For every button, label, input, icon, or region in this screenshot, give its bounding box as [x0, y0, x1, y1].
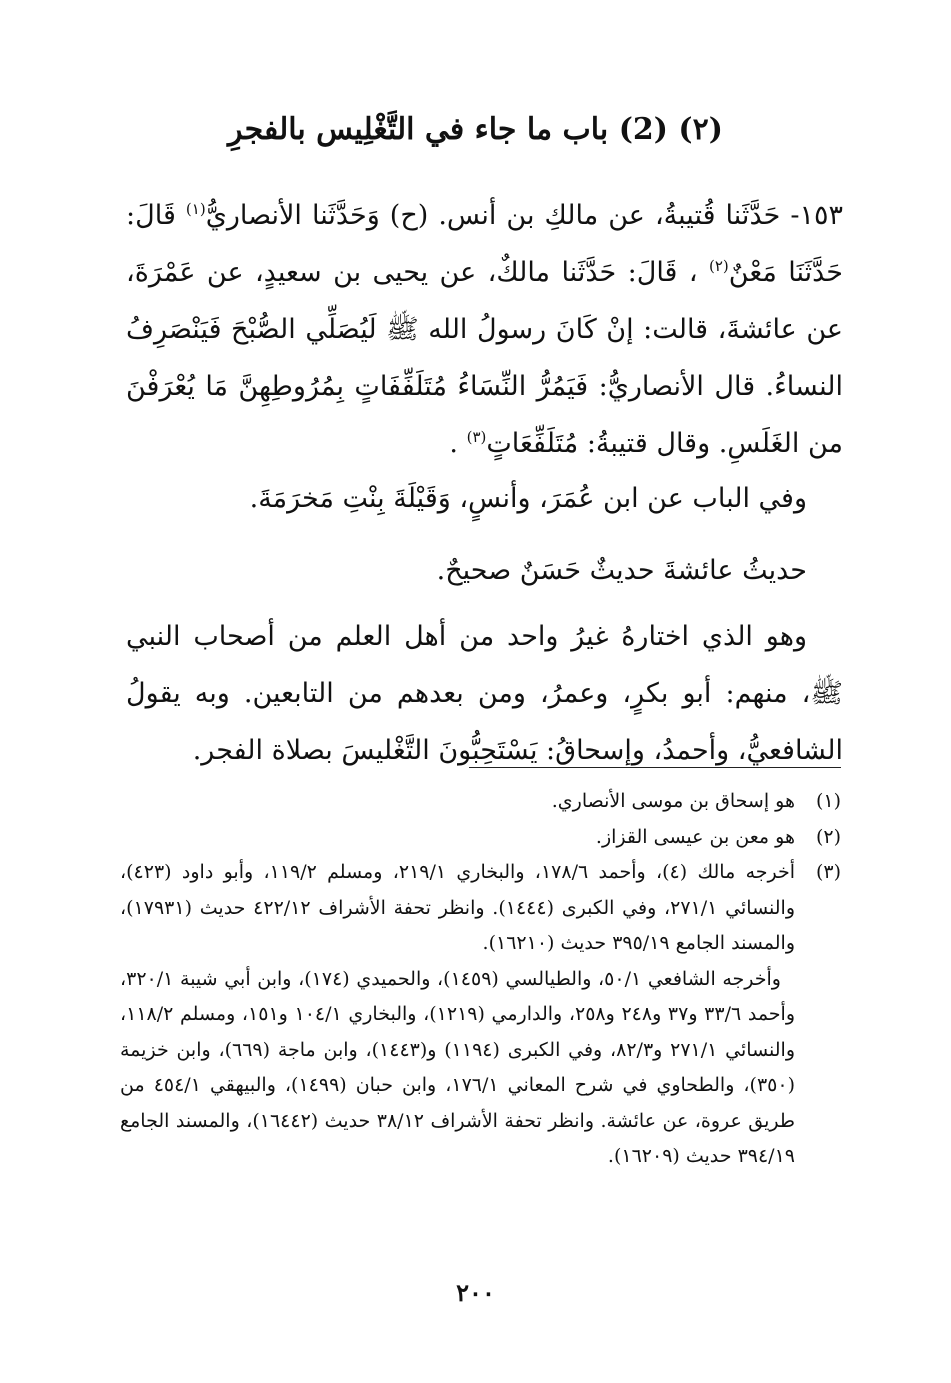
scholars-opinion-text: وهو الذي اختارهُ غيرُ واحد من أهل العلم من أصحاب النبي ﷺ، منهم: أبو بكرٍ، وعمرُ، ومن بعدهم من التابعين. وبه يقولُ الشافعيُّ، وأحمدُ، وإسحاقُ: يَسْتَحِبُّونَ التَّغْليسَ بصلاة الفجر. — [126, 621, 843, 766]
chapter-heading: (٢) (2) باب ما جاء في التَّغْلِيس بالفجرِ — [228, 112, 723, 147]
footnote-text: هو إسحاق بن موسى الأنصاري. — [551, 790, 795, 812]
hadith-segment-3: ، قَالَ: حَدَّثَنا مالكٌ، عن يحيى بن سعيدٍ، عن عَمْرَةَ، عن عائشةَ، قالت: إنْ كَانَ رسولُ الله ﷺ لَيُصَلِّي الصُّبْحَ فَيَنْصَرِفُ النساءُ. قال الأنصاريُّ: فَيَمُرُّ النِّسَاءُ مُتَلَفِّفَاتٍ بِمُرُوطِهِنَّ مَا يُعْرَفْنَ من الغَلَسِ. وقال قتيبةُ: مُتَلَفِّعَاتٍ — [126, 257, 843, 459]
hadith-block — [126, 187, 843, 472]
related-narrations — [126, 470, 843, 527]
footnote-number: (٣) — [815, 861, 841, 883]
hadith-grading — [126, 542, 843, 599]
footnote-2 — [120, 820, 841, 856]
related-narrations-text: وفي الباب عن ابن عُمَرَ، وأنسٍ، وَقَيْلَةَ بِنْتِ مَخرَمَةَ. — [249, 483, 807, 514]
footnote-divider — [469, 767, 841, 768]
footnote-text: أخرجه مالك (٤)، وأحمد ١٧٨/٦، والبخاري ٢١٩/١، ومسلم ١١٩/٢، وأبو داود (٤٢٣)، والنسائي ٢٧١/١، وفي الكبرى (١٤٤٤). وانظر تحفة الأشراف ٤٢٢/١٢ حديث (١٧٩٣١)، والمسند الجامع ٣٩٥/١٩ حديث (١٦٢١٠). — [120, 861, 796, 954]
hadith-segment-1: ١٥٣- حَدَّثَنا قُتيبةُ، عن مالكِ بن أنس. (ح) وَحَدَّثَنا الأنصاريُّ — [205, 200, 843, 231]
footnotes — [120, 784, 841, 1175]
footnote-3-continuation: وأخرجه الشافعي ٥٠/١، والطيالسي (١٤٥٩)، والحميدي (١٧٤)، وابن أبي شيبة ٣٢٠/١، وأحمد ٣٣/٦ و٣٧ و٢٤٨ و٢٥٨، والدارمي (١٢١٩)، والبخاري ١٠٤/١ و١٥١، ومسلم ١١٨/٢، والنسائي ٢٧١/١ و٨٢/٣، وفي الكبرى (١١٩٤) و(١٤٤٣)، وابن ماجة (٦٦٩)، وابن خزيمة (٣٥٠)، والطحاوي في شرح المعاني ١٧٦/١، وابن حبان (١٤٩٩)، والبيهقي ٤٥٤/١ من طريق عروة، عن عائشة. وانظر تحفة الأشراف ٣٨/١٢ حديث (١٦٤٤٢)، والمسند الجامع ٣٩٤/١٩ حديث (١٦٢٠٩). — [120, 967, 796, 1167]
footnote-text: هو معن بن عيسى القزاز. — [595, 825, 795, 848]
footnote-1 — [120, 784, 841, 820]
footnote-number: (١) — [815, 790, 841, 812]
footnote-ref-2[interactable]: (٢) — [709, 257, 729, 275]
hadith-grading-text: حديثُ عائشةَ حديثٌ حَسَنٌ صحيحٌ. — [436, 555, 807, 586]
page-number: ٢٠٠ — [456, 1278, 495, 1307]
hadith-segment-4: . — [449, 428, 467, 459]
footnote-3 — [120, 855, 841, 962]
hadith-segment-2: قَالَ: حَدَّثَنَا مَعْنٌ — [126, 200, 843, 288]
hadith-text — [126, 187, 843, 472]
footnote-number: (٢) — [815, 825, 841, 848]
footnote-ref-3[interactable]: (٣) — [466, 428, 487, 446]
scholars-opinion — [126, 608, 843, 779]
footnote-ref-1[interactable]: (١) — [185, 200, 206, 218]
